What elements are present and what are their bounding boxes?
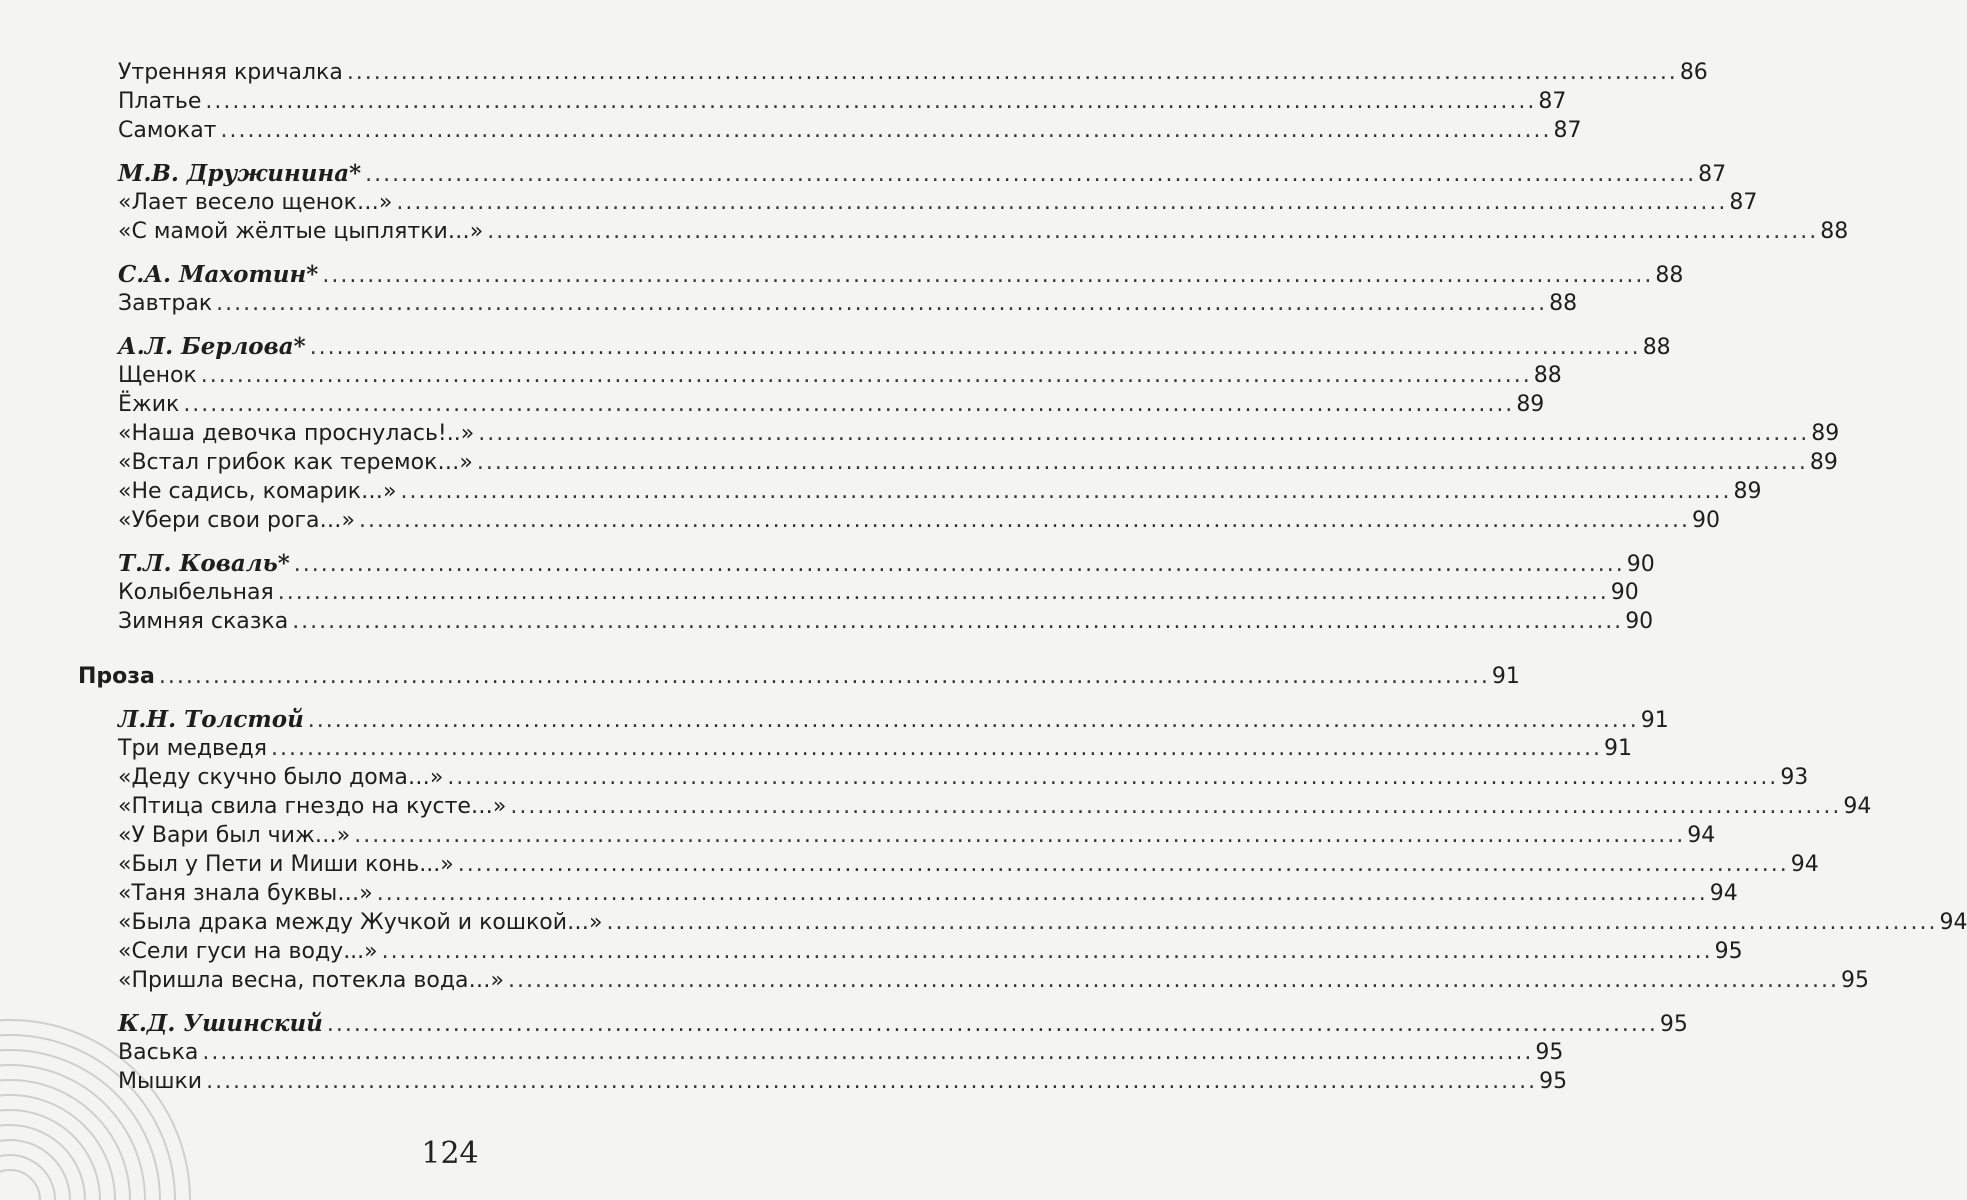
author-name: А.Л. Берлова*: [118, 333, 306, 360]
toc-page: 95: [1714, 939, 1743, 964]
toc-entry: [78, 1038, 1564, 1067]
dot-leader: ....................................................................................................................................................: [326, 1012, 1658, 1037]
section-title: Проза: [78, 664, 155, 689]
toc-page: 89: [1809, 450, 1838, 475]
dot-leader: ....................................................................................................................................................: [307, 708, 1639, 733]
toc-entry: [78, 1067, 1568, 1096]
toc-page: 87: [1538, 89, 1567, 114]
toc-page: 88: [1655, 263, 1684, 288]
toc-entry: [78, 506, 1720, 535]
toc-title: «Встал грибок как теремок…»: [118, 450, 473, 475]
dot-leader: ....................................................................................................................................................: [606, 910, 1938, 935]
page-number: 124: [421, 1136, 479, 1171]
dot-leader: ....................................................................................................................................................: [270, 736, 1602, 761]
toc-entry: [78, 188, 1758, 217]
toc-title: Щенок: [118, 363, 197, 388]
toc-page: 94: [1939, 910, 1967, 935]
toc-author-entry: [78, 159, 1727, 188]
toc-entry: [78, 850, 1819, 879]
dot-leader: ....................................................................................................................................................: [158, 664, 1490, 689]
toc-title: «Таня знала буквы…»: [118, 881, 373, 906]
toc-page: 89: [1516, 392, 1545, 417]
toc-page: 94: [1790, 852, 1819, 877]
toc-entry: [78, 763, 1809, 792]
toc-page: 90: [1626, 552, 1655, 577]
dot-leader: ....................................................................................................................................................: [200, 363, 1532, 388]
toc-title: «Наша девочка проснулась!..»: [118, 421, 475, 446]
toc-entry: [78, 448, 1838, 477]
toc-page: 90: [1691, 508, 1720, 533]
toc-entry: [78, 116, 1582, 145]
dot-leader: ....................................................................................................................................................: [277, 580, 1609, 605]
toc-title: «Убери свои рога…»: [118, 508, 355, 533]
toc-title: Васька: [118, 1040, 199, 1065]
dot-leader: ....................................................................................................................................................: [206, 1069, 1538, 1094]
toc-page: 91: [1603, 736, 1632, 761]
toc-page: 94: [1843, 794, 1872, 819]
toc-title: Завтрак: [118, 291, 213, 316]
toc-page: 93: [1780, 765, 1809, 790]
dot-leader: ....................................................................................................................................................: [346, 60, 1678, 85]
toc-entry: [78, 937, 1743, 966]
toc-title: «Был у Пети и Миши конь...»: [118, 852, 454, 877]
toc-page: 95: [1539, 1069, 1568, 1094]
toc-page: 91: [1640, 708, 1669, 733]
toc-page: 94: [1709, 881, 1738, 906]
toc-entry: [78, 792, 1872, 821]
toc-title: Ёжик: [118, 392, 180, 417]
toc-title: «Лает весело щенок…»: [118, 190, 393, 215]
toc-title: «С мамой жёлтые цыплятки…»: [118, 219, 484, 244]
dot-leader: ....................................................................................................................................................: [396, 190, 1728, 215]
toc-title: Мышки: [118, 1069, 203, 1094]
author-name: Л.Н. Толстой: [118, 706, 304, 733]
toc-entry: [78, 289, 1578, 318]
toc-title: «Не садись, комарик…»: [118, 479, 397, 504]
toc-entry: [78, 879, 1738, 908]
toc-title: Колыбельная: [118, 580, 274, 605]
author-name: К.Д. Ушинский: [118, 1010, 323, 1037]
toc-entry: [78, 390, 1545, 419]
dot-leader: ....................................................................................................................................................: [478, 421, 1810, 446]
toc-page: 90: [1610, 580, 1639, 605]
dot-leader: ....................................................................................................................................................: [487, 219, 1819, 244]
toc-page: 90: [1625, 609, 1654, 634]
author-name: Т.Л. Коваль*: [118, 550, 290, 577]
dot-leader: ....................................................................................................................................................: [376, 881, 1708, 906]
toc-entry: [78, 58, 1708, 87]
toc-page: 88: [1820, 219, 1849, 244]
dot-leader: ....................................................................................................................................................: [216, 291, 1548, 316]
toc-page: 87: [1698, 162, 1727, 187]
toc-entry: [78, 607, 1654, 636]
toc-page: 89: [1811, 421, 1840, 446]
toc-author-entry: [78, 549, 1655, 578]
toc-entry: [78, 217, 1849, 246]
toc-page: 88: [1642, 335, 1671, 360]
dot-leader: ....................................................................................................................................................: [220, 118, 1552, 143]
toc-page: 95: [1535, 1040, 1564, 1065]
toc-entry: [78, 578, 1639, 607]
toc-entry: [78, 361, 1562, 390]
dot-leader: ....................................................................................................................................................: [365, 162, 1697, 187]
toc-page: 87: [1553, 118, 1582, 143]
dot-leader: ....................................................................................................................................................: [322, 263, 1654, 288]
toc-title: «Сели гуси на воду...»: [118, 939, 378, 964]
dot-leader: ....................................................................................................................................................: [476, 450, 1808, 475]
toc-title: Три медведя: [118, 736, 267, 761]
toc-title: Утренняя кричалка: [118, 60, 343, 85]
dot-leader: ....................................................................................................................................................: [507, 968, 1839, 993]
dot-leader: ....................................................................................................................................................: [447, 765, 1779, 790]
toc-title: Самокат: [118, 118, 217, 143]
toc-entry: [78, 87, 1567, 116]
dot-leader: ....................................................................................................................................................: [358, 508, 1690, 533]
dot-leader: ....................................................................................................................................................: [183, 392, 1515, 417]
toc-page: 86: [1679, 60, 1708, 85]
table-of-contents: [78, 58, 1967, 1096]
toc-title: Платье: [118, 89, 202, 114]
toc-author-entry: [78, 332, 1671, 361]
toc-author-entry: [78, 1009, 1688, 1038]
toc-page: 95: [1659, 1012, 1688, 1037]
toc-title: «Пришла весна, потекла вода…»: [118, 968, 504, 993]
dot-leader: ....................................................................................................................................................: [293, 552, 1625, 577]
author-name: С.А. Махотин*: [118, 261, 319, 288]
toc-entry: [78, 966, 1869, 995]
toc-entry: [78, 734, 1632, 763]
toc-page: 94: [1687, 823, 1716, 848]
dot-leader: ....................................................................................................................................................: [381, 939, 1713, 964]
dot-leader: ....................................................................................................................................................: [309, 335, 1641, 360]
dot-leader: ....................................................................................................................................................: [457, 852, 1789, 877]
dot-leader: ....................................................................................................................................................: [510, 794, 1842, 819]
author-name: М.В. Дружинина*: [118, 160, 362, 187]
toc-title: Зимняя сказка: [118, 609, 289, 634]
toc-entry: [78, 908, 1967, 937]
toc-section-entry: [78, 662, 1520, 691]
toc-title: «Деду скучно было дома…»: [118, 765, 444, 790]
toc-page: 87: [1729, 190, 1758, 215]
dot-leader: ....................................................................................................................................................: [400, 479, 1732, 504]
toc-author-entry: [78, 705, 1669, 734]
toc-page: 95: [1840, 968, 1869, 993]
dot-leader: ....................................................................................................................................................: [202, 1040, 1534, 1065]
toc-author-entry: [78, 260, 1684, 289]
toc-page: 88: [1549, 291, 1578, 316]
toc-entry: [78, 419, 1840, 448]
toc-title: «У Вари был чиж…»: [118, 823, 351, 848]
toc-entry: [78, 477, 1762, 506]
toc-entry: [78, 821, 1716, 850]
dot-leader: ....................................................................................................................................................: [292, 609, 1624, 634]
dot-leader: ....................................................................................................................................................: [354, 823, 1686, 848]
toc-page: 88: [1533, 363, 1562, 388]
toc-title: «Была драка между Жучкой и кошкой…»: [118, 910, 603, 935]
toc-page: 89: [1733, 479, 1762, 504]
dot-leader: ....................................................................................................................................................: [205, 89, 1537, 114]
toc-page: 91: [1491, 664, 1520, 689]
toc-title: «Птица свила гнездо на кусте…»: [118, 794, 507, 819]
